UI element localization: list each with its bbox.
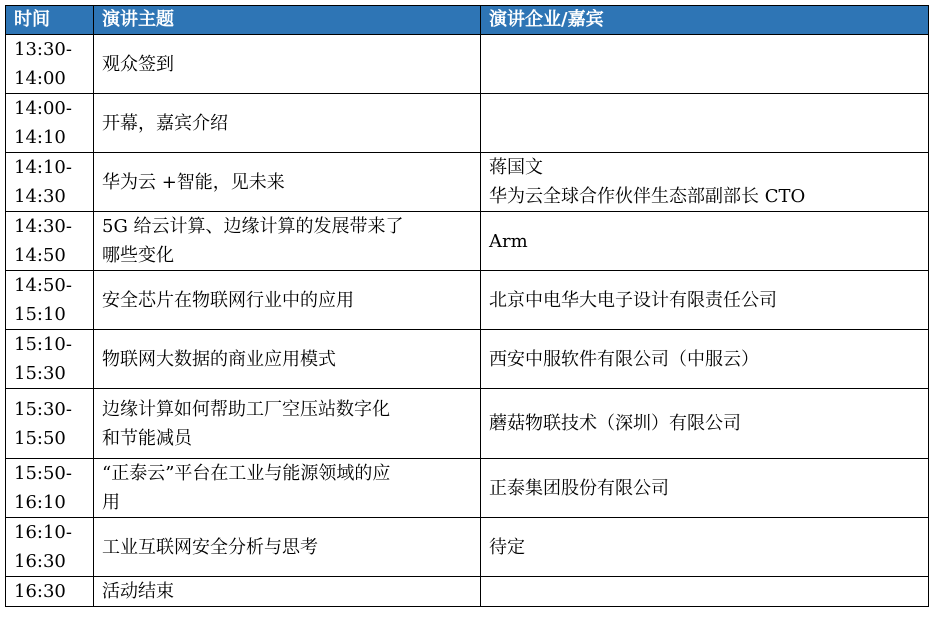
speaker-title: 华为云全球合作伙伴生态部副部长 CTO	[489, 186, 806, 207]
time-start: 14:00-	[14, 98, 72, 119]
topic-cell	[94, 459, 481, 518]
company-cell	[481, 94, 929, 153]
topic-line: 和节能减员	[102, 427, 192, 449]
time-start: 14:50-	[14, 275, 72, 296]
table-row	[6, 212, 929, 271]
time-cell	[6, 389, 94, 459]
time-end: 15:50	[14, 427, 66, 449]
time-cell	[6, 153, 94, 212]
company-cell	[481, 577, 929, 607]
topic-line: 用	[102, 492, 120, 513]
time-end: 16:30	[14, 551, 66, 572]
table-row	[6, 153, 929, 212]
time-end: 14:30	[14, 186, 66, 207]
time-start: 13:30-	[14, 39, 72, 60]
time-end: 14:10	[14, 127, 66, 148]
topic-cell	[94, 212, 481, 271]
company-cell: Arm	[481, 212, 929, 271]
speaker-name: 蒋国文	[489, 157, 543, 178]
table-row	[6, 518, 929, 577]
header-topic: 演讲主题	[94, 6, 481, 35]
time-cell	[6, 212, 94, 271]
topic-cell: 安全芯片在物联网行业中的应用	[94, 271, 481, 330]
time-end: 16:10	[14, 492, 66, 513]
topic-line: 边缘计算如何帮助工厂空压站数字化	[102, 398, 390, 420]
time-end: 15:10	[14, 304, 66, 325]
time-start: 15:10-	[14, 334, 72, 355]
topic-cell	[94, 389, 481, 459]
topic-line: 哪些变化	[102, 245, 174, 266]
time-cell	[6, 94, 94, 153]
table-row	[6, 459, 929, 518]
table-row	[6, 389, 929, 459]
table-row	[6, 271, 929, 330]
time-end: 14:00	[14, 68, 66, 89]
table-row	[6, 35, 929, 94]
time-start: 15:50-	[14, 463, 72, 484]
topic-cell: 开幕，嘉宾介绍	[94, 94, 481, 153]
topic-cell: 物联网大数据的商业应用模式	[94, 330, 481, 389]
time-start: 14:10-	[14, 157, 72, 178]
company-cell: 待定	[481, 518, 929, 577]
time-cell: 16:30	[6, 577, 94, 607]
time-cell	[6, 271, 94, 330]
time-start: 16:10-	[14, 522, 72, 543]
company-cell: 西安中服软件有限公司（中服云）	[481, 330, 929, 389]
topic-line: “正泰云”平台在工业与能源领域的应	[102, 463, 391, 484]
header-company: 演讲企业/嘉宾	[481, 6, 929, 35]
company-cell: 北京中电华大电子设计有限责任公司	[481, 271, 929, 330]
time-cell	[6, 330, 94, 389]
company-cell	[481, 35, 929, 94]
table-row	[6, 330, 929, 389]
time-cell	[6, 459, 94, 518]
time-start: 14:30-	[14, 216, 72, 237]
agenda-table	[5, 5, 929, 607]
time-end: 14:50	[14, 245, 66, 266]
topic-cell: 工业互联网安全分析与思考	[94, 518, 481, 577]
time-cell	[6, 518, 94, 577]
topic-cell: 活动结束	[94, 577, 481, 607]
time-end: 15:30	[14, 363, 66, 384]
time-cell	[6, 35, 94, 94]
header-time: 时间	[6, 6, 94, 35]
company-cell: 正泰集团股份有限公司	[481, 459, 929, 518]
company-cell	[481, 153, 929, 212]
table-row	[6, 577, 929, 607]
company-cell: 蘑菇物联技术（深圳）有限公司	[481, 389, 929, 459]
topic-cell: 观众签到	[94, 35, 481, 94]
time-start: 15:30-	[14, 398, 72, 420]
table-row	[6, 94, 929, 153]
topic-line: 5G 给云计算、边缘计算的发展带来了	[102, 216, 404, 237]
topic-cell: 华为云 +智能，见未来	[94, 153, 481, 212]
header-row	[6, 6, 929, 35]
